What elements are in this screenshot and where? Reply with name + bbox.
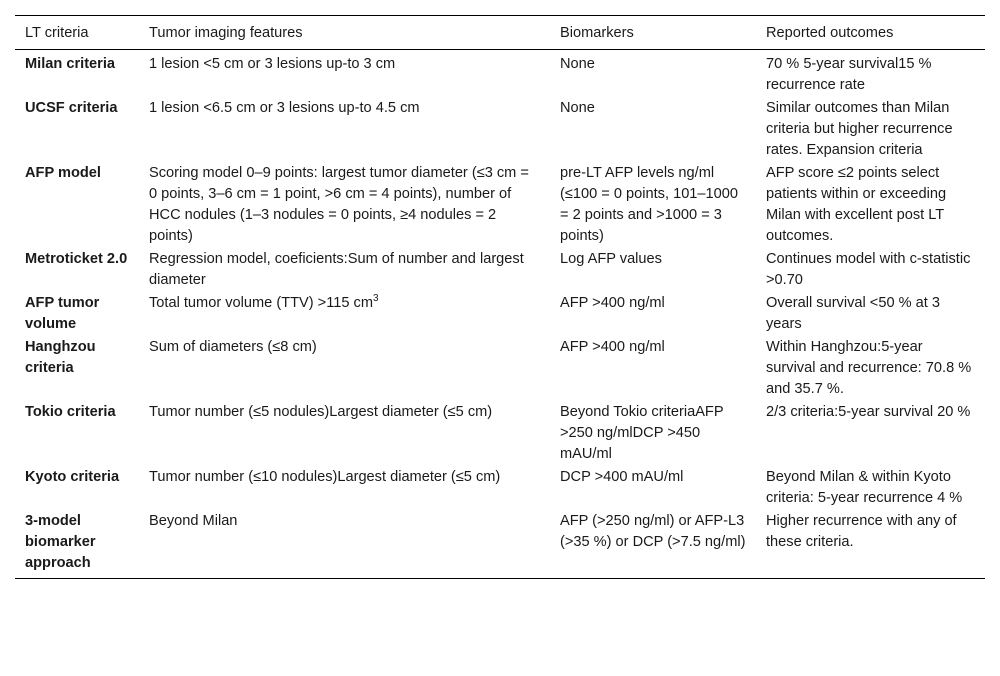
table-header — [15, 16, 985, 50]
criteria-name: Kyoto criteria — [25, 469, 120, 485]
imaging-features: Tumor number (≤10 nodules)Largest diameter (≤5 cm) — [149, 469, 501, 485]
reported-outcomes: Similar outcomes than Milan criteria but higher recurrence rates. Expansion criteria — [766, 100, 953, 158]
table-row — [15, 97, 985, 162]
criteria-name: 3-model biomarker approach — [15, 510, 139, 579]
biomarkers: DCP >400 mAU/ml — [560, 469, 684, 485]
table-row — [15, 466, 985, 510]
biomarkers: pre-LT AFP levels ng/ml (≤100 = 0 points, 101–1000 = 2 points and >1000 = 3 points) — [560, 165, 739, 244]
imaging-features: Sum of diameters (≤8 cm) — [149, 339, 317, 355]
criteria-name: Metroticket 2.0 — [25, 251, 128, 267]
table-row — [15, 510, 985, 579]
table-row — [15, 401, 985, 466]
imaging-features: 1 lesion <6.5 cm or 3 lesions up-to 4.5 cm — [149, 100, 420, 116]
imaging-features: Beyond Milan — [139, 510, 550, 579]
criteria-name: AFP tumor volume — [25, 295, 100, 332]
biomarkers: None — [560, 56, 595, 72]
lt-criteria-table — [15, 15, 985, 579]
table-row — [15, 50, 985, 98]
table-row — [15, 336, 985, 401]
biomarkers: Beyond Tokio criteriaAFP >250 ng/mlDCP >450 mAU/ml — [560, 404, 724, 462]
table-row — [15, 162, 985, 248]
header-row — [15, 16, 985, 50]
reported-outcomes: 70 % 5-year survival15 % recurrence rate — [766, 56, 932, 93]
header-tumor-imaging-features: Tumor imaging features — [139, 16, 550, 50]
imaging-features: Tumor number (≤5 nodules)Largest diameter (≤5 cm) — [149, 404, 493, 420]
biomarkers: Log AFP values — [560, 251, 662, 267]
header-reported-outcomes: Reported outcomes — [756, 16, 985, 50]
reported-outcomes: AFP score ≤2 points select patients within or exceeding Milan with excellent post LT outcomes. — [766, 165, 947, 244]
table-row — [15, 248, 985, 292]
reported-outcomes: Higher recurrence with any of these criteria. — [756, 510, 985, 579]
reported-outcomes: 2/3 criteria:5-year survival 20 % — [766, 404, 971, 420]
biomarkers: None — [560, 100, 595, 116]
header-biomarkers: Biomarkers — [550, 16, 756, 50]
criteria-name: Hanghzou criteria — [25, 339, 96, 376]
criteria-name: Tokio criteria — [25, 404, 116, 420]
table-body — [15, 50, 985, 579]
imaging-features: Scoring model 0–9 points: largest tumor diameter (≤3 cm = 0 points, 3–6 cm = 1 point, >6 cm = 4 points), number of HCC nodules (1–3 nodules = 0 points, ≥4 nodules = 2 points) — [149, 165, 529, 244]
criteria-name: UCSF criteria — [25, 100, 118, 116]
biomarkers: AFP (>250 ng/ml) or AFP-L3 (>35 %) or DCP (>7.5 ng/ml) — [550, 510, 756, 579]
reported-outcomes: Within Hanghzou:5-year survival and recurrence: 70.8 % and 35.7 %. — [766, 339, 972, 397]
reported-outcomes: Overall survival <50 % at 3 years — [766, 295, 940, 332]
criteria-name: AFP model — [25, 165, 101, 181]
reported-outcomes: Continues model with c-statistic >0.70 — [766, 251, 971, 288]
biomarkers: AFP >400 ng/ml — [560, 339, 665, 355]
table-row — [15, 292, 985, 336]
imaging-features: Regression model, coeficients:Sum of number and largest diameter — [149, 251, 524, 288]
criteria-name: Milan criteria — [25, 56, 116, 72]
imaging-features — [139, 292, 550, 336]
superscript: 3 — [372, 293, 379, 305]
imaging-text: Total tumor volume (TTV) >115 cm — [149, 295, 373, 311]
biomarkers: AFP >400 ng/ml — [560, 295, 665, 311]
imaging-features: 1 lesion <5 cm or 3 lesions up-to 3 cm — [149, 56, 396, 72]
header-lt-criteria: LT criteria — [15, 16, 139, 50]
reported-outcomes: Beyond Milan & within Kyoto criteria: 5-year recurrence 4 % — [766, 469, 963, 506]
